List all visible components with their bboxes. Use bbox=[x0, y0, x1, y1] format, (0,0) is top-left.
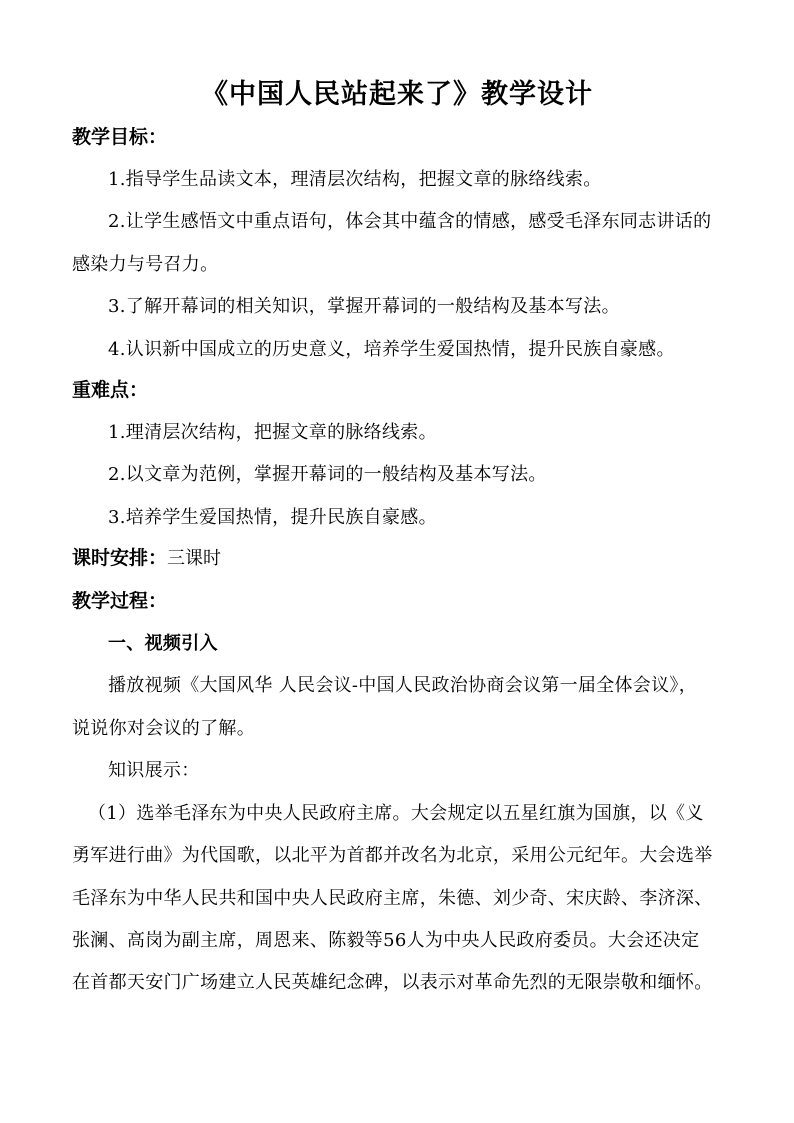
objective-item: 1.指导学生品读文本，理清层次结构，把握文章的脉络线索。 bbox=[108, 169, 602, 190]
keypoint-item: 3.培养学生爱国热情，提升民族自豪感。 bbox=[108, 507, 437, 528]
knowledge-label: 知识展示： bbox=[108, 760, 200, 781]
keypoint-item: 2.以文章为范例，掌握开幕词的一般结构及基本写法。 bbox=[108, 464, 547, 485]
knowledge-paragraph-line: 毛泽东为中华人民共和国中央人民政府主席，朱德、刘少奇、宋庆龄、李济深、 bbox=[72, 888, 713, 909]
document-title: 《中国人民站起来了》教学设计 bbox=[201, 79, 593, 110]
objective-item: 3.了解开幕词的相关知识，掌握开幕词的一般结构及基本写法。 bbox=[108, 296, 620, 317]
intro-paragraph-line: 播放视频《大国风华 人民会议-中国人民政治协商会议第一届全体会议》， bbox=[108, 675, 697, 696]
intro-paragraph-line: 说说你对会议的了解。 bbox=[72, 718, 255, 739]
objective-item: 2.让学生感悟文中重点语句，体会其中蕴含的情感，感受毛泽东同志讲话的 bbox=[108, 211, 712, 232]
keypoints-heading: 重难点： bbox=[72, 379, 149, 401]
schedule-heading: 课时安排： bbox=[72, 547, 168, 569]
objective-item: 4.认识新中国成立的历史意义，培养学生爱国热情，提升民族自豪感。 bbox=[108, 339, 675, 360]
knowledge-paragraph-line: 张澜、高岗为副主席，周恩来、陈毅等56人为中央人民政府委员。大会还决定 bbox=[72, 930, 700, 951]
section-heading: 一、视频引入 bbox=[108, 633, 218, 654]
knowledge-paragraph-line: （1）选举毛泽东为中央人民政府主席。大会规定以五星红旗为国旗，以《义 bbox=[88, 803, 704, 824]
keypoint-item: 1.理清层次结构，把握文章的脉络线索。 bbox=[108, 422, 437, 443]
process-heading: 教学过程： bbox=[72, 590, 168, 612]
schedule-row bbox=[72, 543, 221, 570]
objective-item-continued: 感染力与号召力。 bbox=[72, 254, 219, 275]
knowledge-paragraph-line: 在首都天安门广场建立人民英雄纪念碑，以表示对革命先烈的无限崇敬和缅怀。 bbox=[72, 972, 713, 993]
knowledge-paragraph-line: 勇军进行曲》为代国歌，以北平为首都并改名为北京，采用公元纪年。大会选举 bbox=[72, 845, 713, 866]
objectives-heading: 教学目标： bbox=[72, 126, 168, 148]
schedule-value: 三课时 bbox=[167, 548, 222, 569]
